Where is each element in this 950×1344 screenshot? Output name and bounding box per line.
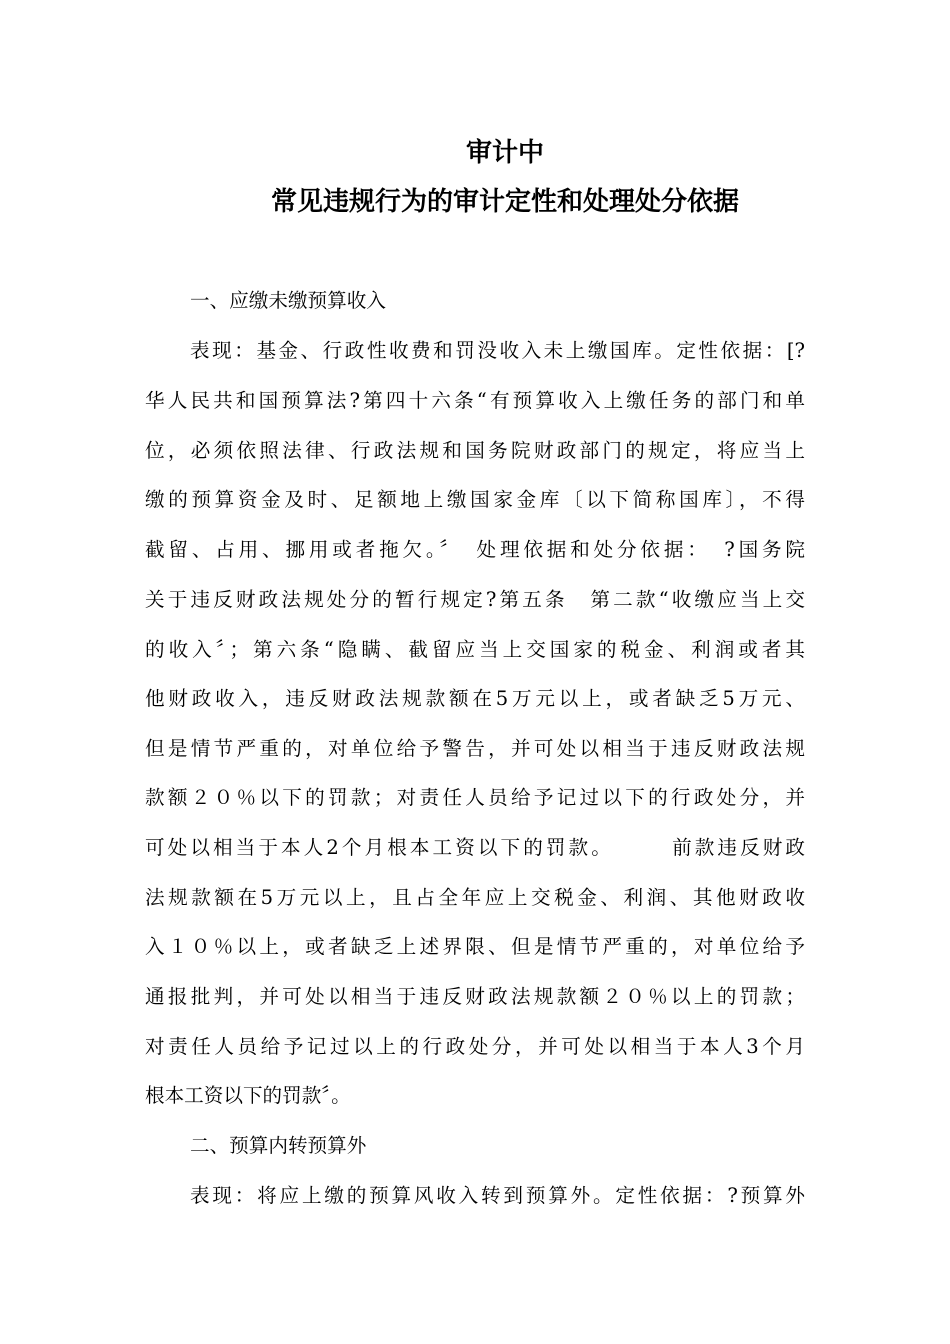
text-line: 入１０％以上，或者缺乏上述界限、但是情节严重的，对单位给予 <box>145 935 805 958</box>
text-line: 关于违反财政法规处分的暂行规定?第五条 第二款“收缴应当上交 <box>145 588 805 611</box>
text-line: 款额２０％以下的罚款；对责任人员给予记过以下的行政处分，并 <box>145 786 805 809</box>
text-line: 华人民共和国预算法?第四十六条“有预算收入上缴任务的部门和单 <box>145 389 805 412</box>
text-line: 法规款额在5万元以上，且占全年应上交税金、利润、其他财政收 <box>145 886 805 909</box>
text-line: 通报批判，并可处以相当于违反财政法规款额２０％以上的罚款； <box>145 985 805 1008</box>
section-heading-1: 一、应缴未缴预算收入 <box>190 289 386 312</box>
text-line: 截留、占用、挪用或者拖欠。〞 处理依据和处分依据： ?国务院 <box>145 538 805 561</box>
text-line: 表现：基金、行政性收费和罚没收入未上缴国库。定性依据：[? <box>190 339 805 362</box>
text-line: 可处以相当于本人2个月根本工资以下的罚款。 前款违反财政 <box>145 836 805 859</box>
document-title: 审计中 <box>465 138 544 168</box>
text-line: 缴的预算资金及时、足额地上缴国家金库〔以下简称国库〕，不得 <box>145 488 805 511</box>
text-line: 表现：将应上缴的预算风收入转到预算外。定性依据：?预算外 <box>190 1184 805 1207</box>
text-line: 但是情节严重的，对单位给予警告，并可处以相当于违反财政法规 <box>145 737 805 760</box>
text-line: 位，必须依照法律、行政法规和国务院财政部门的规定，将应当上 <box>145 439 805 462</box>
text-line: 的收入〞；第六条“隐瞒、截留应当上交国家的税金、利润或者其 <box>145 638 805 661</box>
text-line: 他财政收入，违反财政法规款额在5万元以上，或者缺乏5万元、 <box>145 687 805 710</box>
text-line: 对责任人员给予记过以上的行政处分，并可处以相当于本人3个月 <box>145 1035 805 1058</box>
text-line: 根本工资以下的罚款〞。 <box>145 1084 351 1107</box>
document-subtitle: 常见违规行为的审计定性和处理处分依据 <box>270 187 739 217</box>
section-heading-2: 二、预算内转预算外 <box>190 1134 367 1157</box>
